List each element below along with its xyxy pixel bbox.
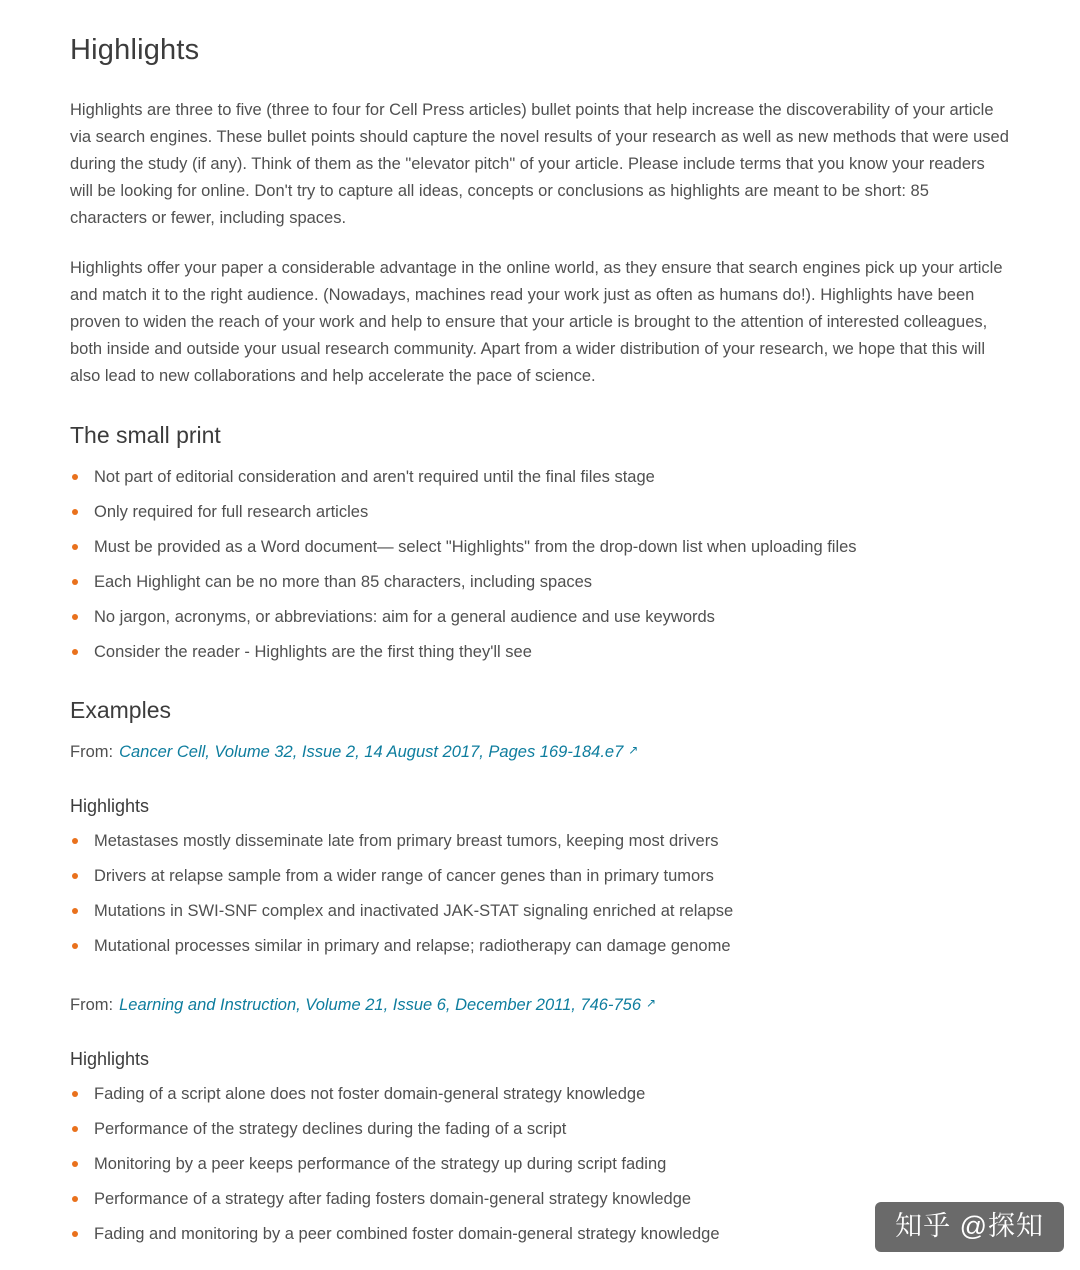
list-item bbox=[70, 829, 1010, 854]
list-item-text: Mutations in SWI-SNF complex and inactivated JAK-STAT signaling enriched at relapse bbox=[94, 902, 734, 920]
example-1-highlights-subheading: Highlights bbox=[70, 796, 150, 816]
bullet-icon bbox=[72, 943, 78, 949]
bullet-icon bbox=[72, 838, 78, 844]
bullet-icon bbox=[72, 614, 78, 620]
list-item bbox=[70, 1117, 1010, 1142]
list-item-text: Fading and monitoring by a peer combined foster domain-general strategy knowledge bbox=[94, 1225, 720, 1243]
bullet-icon bbox=[72, 544, 78, 550]
list-item bbox=[70, 500, 1010, 525]
bullet-icon bbox=[72, 509, 78, 515]
list-item-text: No jargon, acronyms, or abbreviations: aim for a general audience and use keywords bbox=[94, 608, 715, 626]
list-item-text: Must be provided as a Word document— select "Highlights" from the drop-down list when uploading files bbox=[94, 538, 857, 556]
bullet-icon bbox=[72, 908, 78, 914]
list-item bbox=[70, 465, 1010, 490]
list-item bbox=[70, 1082, 1010, 1107]
list-item bbox=[70, 535, 1010, 560]
example-2-highlights-subheading: Highlights bbox=[70, 1049, 150, 1069]
small-print-heading: The small print bbox=[70, 422, 221, 448]
list-item-text: Drivers at relapse sample from a wider range of cancer genes than in primary tumors bbox=[94, 867, 714, 885]
small-print-list bbox=[70, 465, 1010, 665]
from-label: From: bbox=[70, 996, 114, 1014]
bullet-icon bbox=[72, 474, 78, 480]
examples-heading: Examples bbox=[70, 697, 171, 723]
page-title: Highlights bbox=[70, 34, 200, 66]
external-link-icon[interactable]: ↗ bbox=[646, 996, 657, 1010]
example-2-reference-link[interactable]: Learning and Instruction, Volume 21, Issue 6, December 2011, 746-756 bbox=[119, 996, 642, 1014]
list-item bbox=[70, 605, 1010, 630]
bullet-icon bbox=[72, 1196, 78, 1202]
bullet-icon bbox=[72, 1091, 78, 1097]
example-2-highlights-list bbox=[70, 1082, 1010, 1247]
intro-paragraph-1: Highlights are three to five (three to four for Cell Press articles) bullet points that help increase the discoverability of your article via search engines. These bullet points should capture the novel results of your research as well as new methods that were used during the study (if any). Think of them as the "elevator pitch" of your article. Please include terms that you know your readers will be looking for online. Don't try to capture all ideas, concepts or conclusions as highlights are meant to be short: 85 characters or fewer, including spaces. bbox=[70, 101, 1009, 227]
list-item bbox=[70, 640, 1010, 665]
list-item-text: Metastases mostly disseminate late from primary breast tumors, keeping most drivers bbox=[94, 832, 719, 850]
list-item bbox=[70, 864, 1010, 889]
list-item-text: Mutational processes similar in primary and relapse; radiotherapy can damage genome bbox=[94, 937, 731, 955]
list-item bbox=[70, 1187, 1010, 1212]
example-1-reference-link[interactable]: Cancer Cell, Volume 32, Issue 2, 14 August 2017, Pages 169-184.e7 bbox=[119, 743, 624, 761]
bullet-icon bbox=[72, 1161, 78, 1167]
list-item bbox=[70, 1152, 1010, 1177]
zhihu-watermark: 知乎 @探知 bbox=[875, 1202, 1064, 1252]
list-item-text: Performance of the strategy declines during the fading of a script bbox=[94, 1120, 567, 1138]
list-item-text: Consider the reader - Highlights are the first thing they'll see bbox=[94, 643, 532, 661]
list-item-text: Fading of a script alone does not foster domain-general strategy knowledge bbox=[94, 1085, 646, 1103]
bullet-icon bbox=[72, 579, 78, 585]
intro-paragraph-2: Highlights offer your paper a considerable advantage in the online world, as they ensure that search engines pick up your article and match it to the right audience. (Nowadays, machines read your work just as often as humans do!). Highlights have been proven to widen the reach of your work and help to ensure that your article is brought to the attention of interested colleagues, both inside and outside your usual research community. Apart from a wider distribution of your research, we hope that this will also lead to new collaborations and help accelerate the pace of science. bbox=[70, 259, 1003, 385]
list-item bbox=[70, 570, 1010, 595]
bullet-icon bbox=[72, 1231, 78, 1237]
list-item-text: Monitoring by a peer keeps performance of the strategy up during script fading bbox=[94, 1155, 667, 1173]
bullet-icon bbox=[72, 873, 78, 879]
bullet-icon bbox=[72, 1126, 78, 1132]
small-print-section bbox=[70, 422, 1010, 665]
bullet-icon bbox=[72, 649, 78, 655]
external-link-icon[interactable]: ↗ bbox=[628, 743, 639, 757]
example-source-2 bbox=[70, 993, 1010, 1019]
list-item-text: Not part of editorial consideration and aren't required until the final files stage bbox=[94, 468, 655, 486]
example-1-highlights-list bbox=[70, 829, 1010, 959]
list-item-text: Each Highlight can be no more than 85 characters, including spaces bbox=[94, 573, 593, 591]
list-item bbox=[70, 899, 1010, 924]
examples-section bbox=[70, 697, 1010, 1247]
list-item bbox=[70, 934, 1010, 959]
from-label: From: bbox=[70, 743, 114, 761]
list-item bbox=[70, 1222, 1010, 1247]
list-item-text: Only required for full research articles bbox=[94, 503, 369, 521]
list-item-text: Performance of a strategy after fading fosters domain-general strategy knowledge bbox=[94, 1190, 692, 1208]
example-source-1 bbox=[70, 740, 1010, 766]
